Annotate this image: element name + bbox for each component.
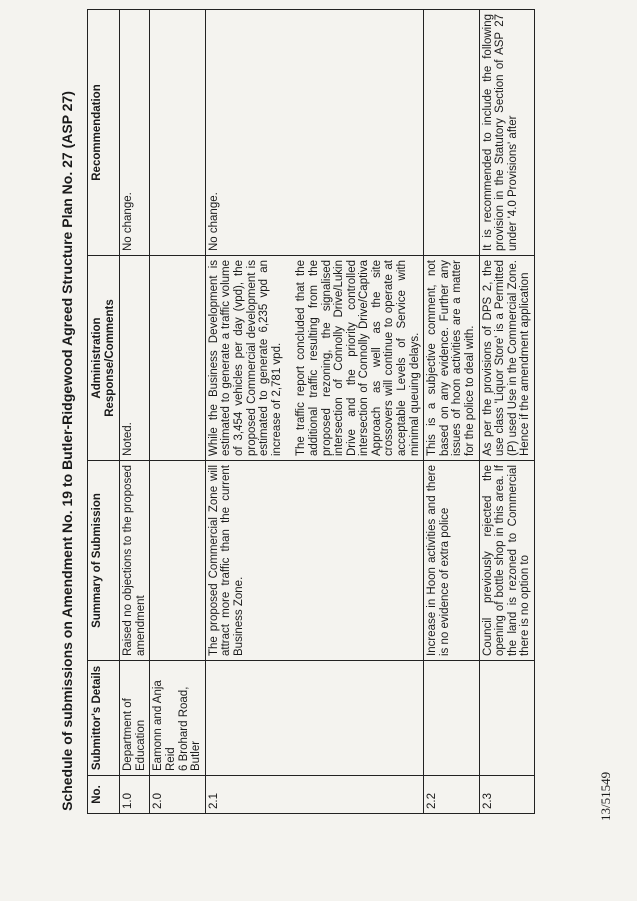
- row-summary: [205, 461, 424, 661]
- table-header-row: [88, 10, 120, 814]
- row-submittor: [150, 661, 205, 776]
- col-header-submittor: Submittor's Details: [88, 661, 120, 776]
- row-submittor: [479, 661, 534, 776]
- row-response: [479, 256, 534, 461]
- document-reference: 13/51549: [598, 771, 613, 821]
- row-summary: [120, 461, 150, 661]
- table-row: [424, 10, 479, 814]
- row-submittor: [205, 661, 424, 776]
- table-row: [479, 10, 534, 814]
- col-header-response: Administration Response/Comments: [88, 256, 120, 461]
- row-no: 2.2: [424, 776, 479, 814]
- row-submittor: [120, 661, 150, 776]
- recommendation-text: No change.: [122, 192, 135, 251]
- table-row: [120, 10, 150, 814]
- submittor-line: Eamonn and Anja Reid: [152, 680, 177, 771]
- recommendation-text: No change.: [207, 192, 220, 251]
- response-text: While the Business Development is estimated to generate a traffic volume of 3,454 vehicles per day (vpd), the proposed Commercial development is estimated to generate 6,235 vpd an increase of 2,781 vpd.: [207, 260, 283, 456]
- col-header-summary: Summary of Submission: [88, 461, 120, 661]
- response-text: As per the provisions of DPS 2, the use class 'Liquor Store' is a Permitted (P) used Use in the Commercial Zone. Hence if the amendment application: [481, 260, 532, 456]
- row-no: 2.0: [150, 776, 205, 814]
- row-no: 1.0: [120, 776, 150, 814]
- row-recommendation: [150, 10, 205, 256]
- col-header-recommendation: Recommendation: [88, 10, 120, 256]
- col-header-no: No.: [88, 776, 120, 814]
- summary-text: Raised no objections to the proposed amendment: [122, 465, 147, 656]
- row-response: [424, 256, 479, 461]
- response-text: The traffic report concluded that the additional traffic resulting from the proposed rezoning, the signalised intersection of Connolly Drive/Lukin Drive and the priority controlled intersection of Connolly Drive/Captiva Approach as well as the site crossovers will continue to operate at acceptable Levels of Service with minimal queuing delays.: [295, 260, 421, 456]
- table-row: [150, 10, 205, 814]
- row-recommendation: [424, 10, 479, 256]
- row-recommendation: [120, 10, 150, 256]
- submittor-address: 6 Brohard Road, Butler: [177, 686, 203, 771]
- row-summary: [150, 461, 205, 661]
- row-response: [205, 256, 424, 461]
- row-no: 2.3: [479, 776, 534, 814]
- row-submittor: [424, 661, 479, 776]
- recommendation-text: It is recommended to include the following provision in the Statutory Section of ASP 27 under '4.0 Provisions' after: [481, 14, 519, 251]
- row-no: 2.1: [205, 776, 424, 814]
- submissions-table: [87, 9, 535, 814]
- summary-text: Increase in Hoon activities and there is no evidence of extra police: [426, 465, 451, 656]
- response-text: Noted.: [122, 422, 135, 456]
- summary-text: The proposed Commercial Zone will attract more traffic than the current Business Zone.: [207, 465, 245, 656]
- row-summary: [424, 461, 479, 661]
- row-response: [120, 256, 150, 461]
- row-recommendation: [205, 10, 424, 256]
- row-summary: [479, 461, 534, 661]
- summary-text: Council previously rejected the opening of bottle shop in this area. If the land is rezoned to Commercial there is no option to: [481, 465, 532, 656]
- row-recommendation: [479, 10, 534, 256]
- response-text: This is a subjective comment, not based on any evidence. Further any issues of hoon activities are a matter for the police to deal with.: [426, 260, 477, 456]
- submittor-line: Department of Education: [122, 698, 147, 771]
- document-title: Schedule of submissions on Amendment No. 19 to Butler-Ridgewood Agreed Structure Plan No. 27 (ASP 27): [59, 91, 75, 811]
- row-response: [150, 256, 205, 461]
- table-row: [205, 10, 424, 814]
